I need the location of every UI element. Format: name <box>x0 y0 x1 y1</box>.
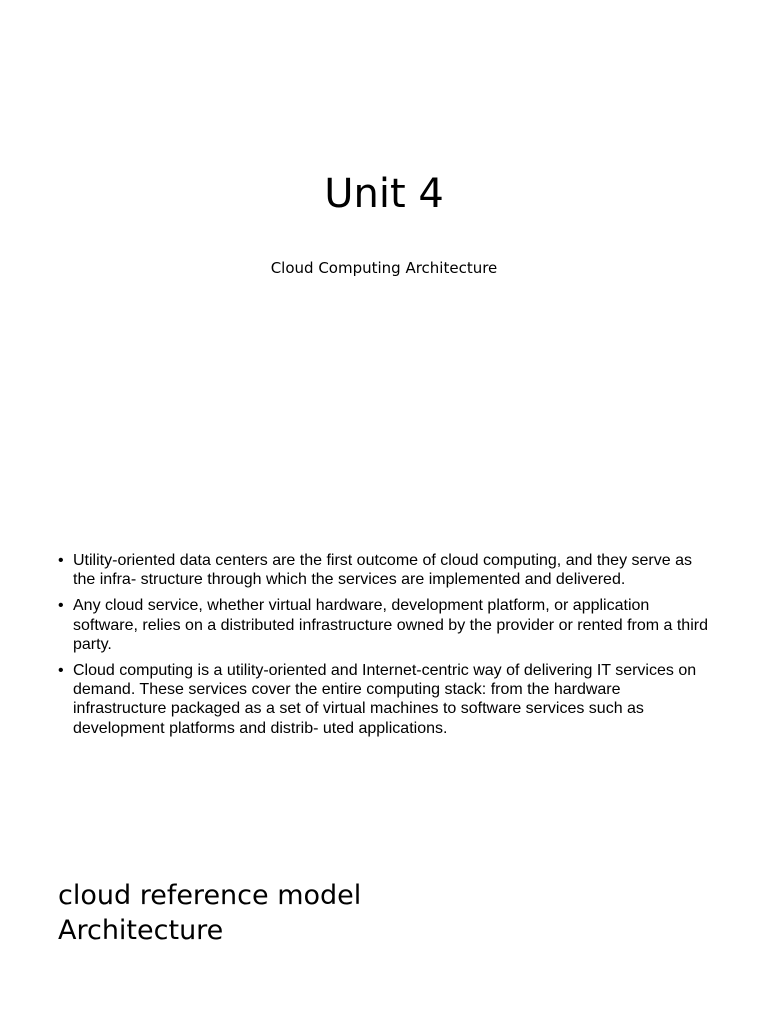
page-subtitle: Cloud Computing Architecture <box>270 259 498 277</box>
section-heading-line-2: Architecture <box>58 915 224 946</box>
section-heading <box>58 878 478 948</box>
list-item <box>58 551 718 589</box>
page-title: Unit 4 <box>324 171 444 217</box>
bullet-text: Any cloud service, whether virtual hardware, development platform, or application software, relies on a distributed infrastructure owned by the provider or rented from a third party. <box>73 597 708 653</box>
bullet-text: Utility-oriented data centers are the first outcome of cloud computing, and they serve as the infra- structure through which the services are implemented and delivered. <box>73 552 692 589</box>
bullet-icon: • <box>58 662 64 680</box>
bullet-icon: • <box>58 552 64 569</box>
bullet-list <box>58 551 718 745</box>
list-item <box>58 596 718 654</box>
bullet-icon: • <box>58 597 64 615</box>
list-item <box>58 661 718 738</box>
section-heading-line-1: cloud reference model <box>58 880 362 911</box>
bullet-text: Cloud computing is a utility-oriented and Internet-centric way of delivering IT services on demand. These services cover the entire computing stack: from the hardware infrastructure packaged as a set of virtual machines to software services such as development platforms and distrib- uted applications. <box>73 662 697 737</box>
